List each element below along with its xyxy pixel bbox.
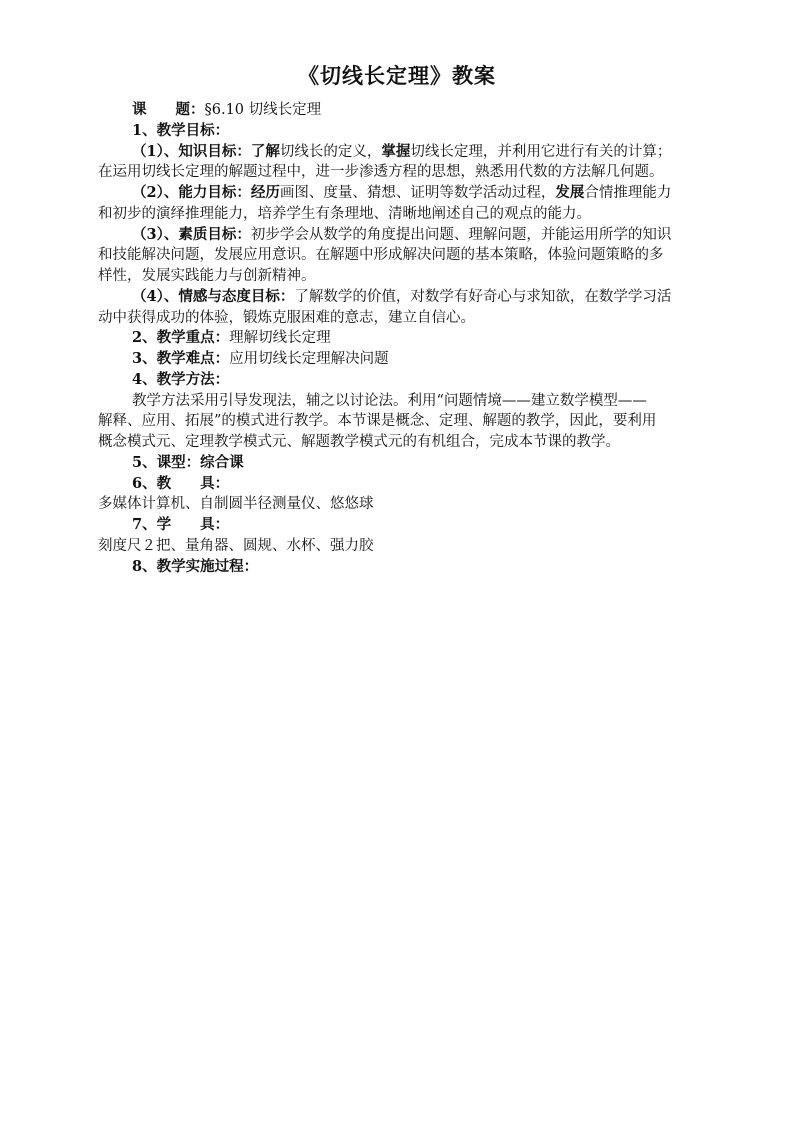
quality-goal-line-3: 样性，发展实践能力与创新精神。 xyxy=(98,268,316,284)
quality-goal-line-2: 和技能解决问题，发展应用意识。在解题中形成解决问题的基本策略，体验问题策略的多 xyxy=(98,247,664,263)
section-6-heading: 6、教 具： xyxy=(132,475,230,492)
knowledge-goal-line-1 xyxy=(132,142,722,162)
section-7-heading: 7、学 具： xyxy=(132,516,230,533)
quality-goal-line-1 xyxy=(132,225,671,245)
quality-text-1: 初步学会从数学的角度提出问题、理解问题，并能运用所学的知识 xyxy=(250,227,672,243)
section-8-heading: 8、教学实施过程： xyxy=(132,558,259,575)
knowledge-text-1: 切线长的定义， xyxy=(279,144,382,160)
emotion-goal-line-1 xyxy=(132,287,671,307)
ability-goal-line-1 xyxy=(132,183,671,203)
section-7-value: 刻度尺２把、量角器、圆规、水杯、强力胶 xyxy=(98,538,374,554)
quality-goal-label: （3）、素质目标： xyxy=(132,226,251,243)
section-4-line-2: 解释、应用、拓展”的模式进行教学。本节课是概念、定理、解题的教学，因此，要利用 xyxy=(98,413,657,429)
section-5-heading: 5、课型：综合课 xyxy=(132,454,244,471)
section-2-value: 理解切线长定理 xyxy=(229,330,331,346)
section-4-line-3: 概念模式元、定理教学模式元、解题教学模式元的有机组合，完成本节课的教学。 xyxy=(98,434,620,450)
emotion-text-1: 了解数学的价值，对数学有好奇心与求知欲，在数学学习活 xyxy=(294,289,672,305)
section-4-heading: 4、教学方法： xyxy=(132,371,230,388)
section-3-value: 应用切线长定理解决问题 xyxy=(229,351,389,367)
section-3 xyxy=(132,349,389,369)
ability-goal-label: （2）、能力目标： xyxy=(132,184,251,201)
ability-keyword-1: 经历 xyxy=(250,184,280,201)
section-4-line-1: 教学方法采用引导发现法，辅之以讨论法。利用“问题情境——建立数学模型—— xyxy=(132,393,647,409)
section-6-value: 多媒体计算机、自制圆半径测量仪、悠悠球 xyxy=(98,496,374,512)
knowledge-goal-line-2: 在运用切线长定理的解题过程中，进一步渗透方程的思想，熟悉用代数的方法解几何题。 xyxy=(98,164,664,180)
subject-label: 课 题： xyxy=(132,101,205,118)
section-2 xyxy=(132,328,331,348)
section-2-label: 2、教学重点： xyxy=(132,329,230,346)
emotion-goal-line-2: 动中获得成功的体验，锻炼克服困难的意志，建立自信心。 xyxy=(98,310,475,326)
ability-text-2: 合情推理能力 xyxy=(584,185,672,201)
knowledge-keyword-2: 掌握 xyxy=(381,143,411,160)
subject-line xyxy=(132,100,321,120)
section-3-label: 3、教学难点： xyxy=(132,350,230,367)
knowledge-text-2: 切线长定理，并利用它进行有关的计算； xyxy=(410,144,672,160)
section-1-heading: 1、教学目标： xyxy=(132,122,230,139)
emotion-goal-label: （4）、情感与态度目标： xyxy=(132,288,295,305)
ability-goal-line-2: 和初步的演绎推理能力，培养学生有条理地、清晰地阐述自己的观点的能力。 xyxy=(98,206,591,222)
knowledge-keyword-1: 了解 xyxy=(250,143,280,160)
document-title: 《切线长定理》教案 xyxy=(298,63,496,88)
subject-value: §6.10 切线长定理 xyxy=(204,102,322,118)
ability-text-1: 画图、度量、猜想、证明等数学活动过程， xyxy=(279,185,556,201)
ability-keyword-2: 发展 xyxy=(555,184,585,201)
knowledge-goal-label: （1）、知识目标： xyxy=(132,143,251,160)
